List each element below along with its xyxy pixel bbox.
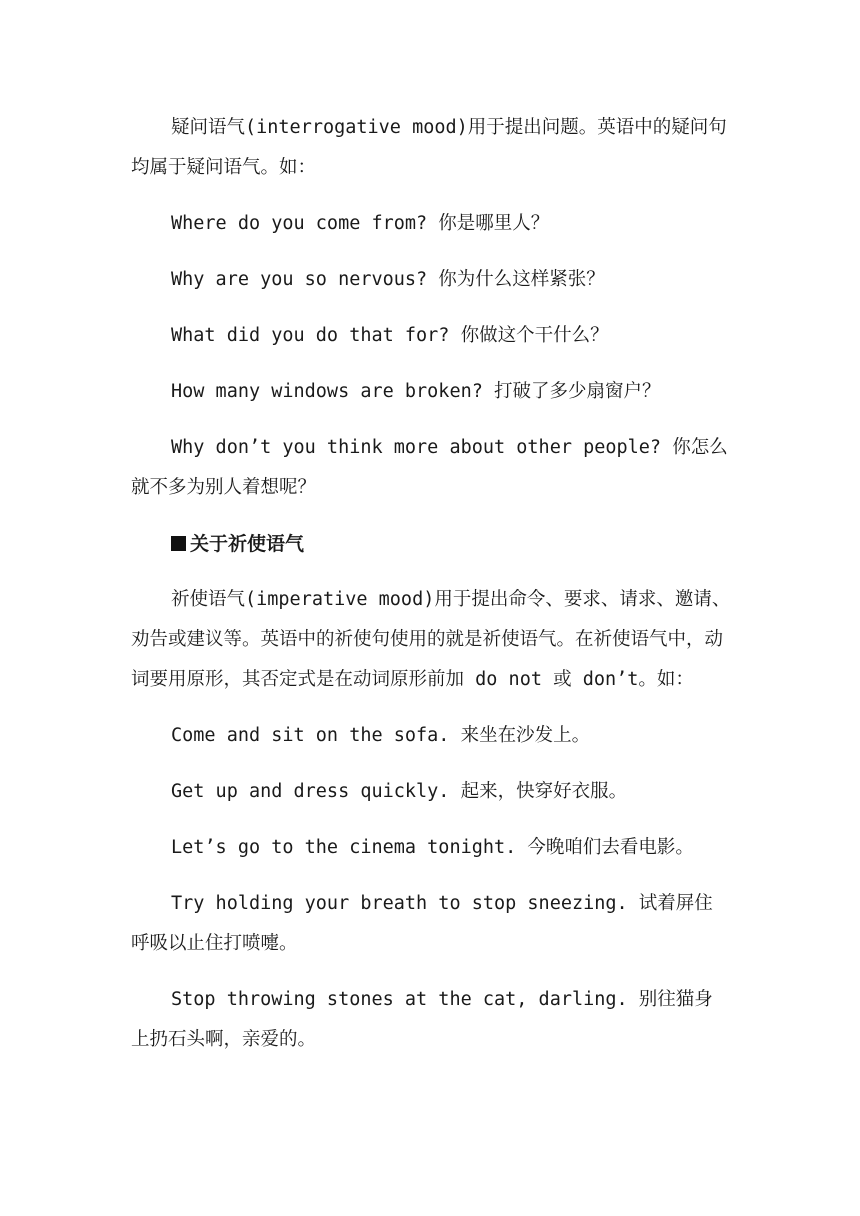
interrogative-example: Why are you so nervous? 你为什么这样紧张？ [171,269,605,290]
imperative-example: Stop throwing stones at the cat, darling. 别往猫身上扔石头啊，亲爱的。 [131,989,713,1050]
document-body [131,108,731,1060]
interrogative-example: What did you do that for? 你做这个干什么？ [171,325,609,346]
interrogative-example: How many windows are broken? 打破了多少扇窗户？ [171,381,661,402]
interrogative-example: Why don’t you think more about other people? 你怎么就不多为别人着想呢？ [131,437,728,498]
interrogative-example: Where do you come from? 你是哪里人？ [171,213,550,234]
imperative-example: Let’s go to the cinema tonight. 今晚咱们去看电影。 [171,837,694,858]
imperative-intro: 祈使语气(imperative mood)用于提出命令、要求、请求、邀请、劝告或建议等。英语中的祈使句使用的就是祈使语气。在祈使语气中，动词要用原形，其否定式是在动词原形前加 do not 或 don’t。如： [131,589,731,690]
square-bullet-icon [171,536,186,551]
imperative-example: Come and sit on the sofa. 来坐在沙发上。 [171,725,591,746]
interrogative-intro: 疑问语气(interrogative mood)用于提出问题。英语中的疑问句均属于疑问语气。如： [131,117,727,178]
imperative-example: Get up and dress quickly. 起来，快穿好衣服。 [171,781,628,802]
section-heading-text: 关于祈使语气 [190,533,305,555]
section-heading [131,524,731,564]
imperative-example: Try holding your breath to stop sneezing. 试着屏住呼吸以止住打喷嚏。 [131,893,713,954]
